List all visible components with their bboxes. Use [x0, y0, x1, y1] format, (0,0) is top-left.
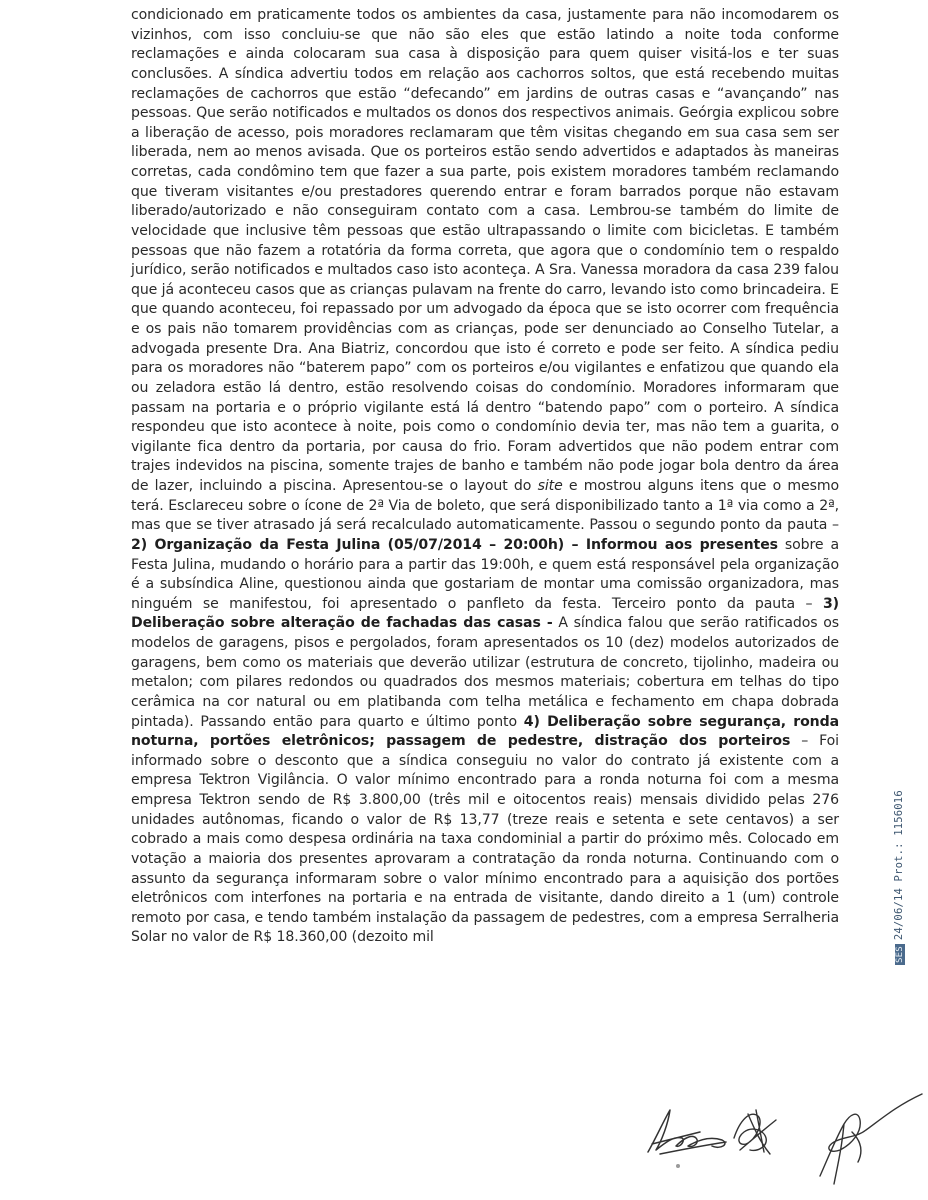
agenda-item-heading: 2) Organização da Festa Julina (05/07/2014 – 20:00h) – Informou aos presentes — [131, 536, 778, 553]
agenda-item-heading: 3) Deliberação sobre alteração de fachadas das casas - — [131, 595, 839, 632]
text-segment: e mostrou alguns itens que o mesmo terá. Esclareceu sobre o ícone de 2ª Via de boleto, que será disponibilizado tanto a 1ª via como a 2ª, mas que se tiver atrasado já será recalculado automaticamente. Passou o segundo ponto da pauta – — [131, 478, 840, 534]
protocol-stamp — [893, 790, 905, 965]
ink-dot — [676, 1164, 680, 1168]
signature-2 — [734, 1110, 776, 1154]
text-segment: sobre a Festa Julina, mudando o horário para a partir das 19:00h, e quem está responsável pela organização é a subsíndica Aline, questionou ainda que gostariam de montar uma comissão organizadora, mas ninguém se manifestou, foi apresentado o panfleto da festa. Terceiro ponto da pauta – — [131, 536, 839, 612]
text-segment: condicionado em praticamente todos os ambientes da casa, justamente para não incomodarem os vizinhos, com isso concluiu-se que não são eles que estão latindo a noite toda conforme reclamações e ainda colocaram sua casa à disposição para quem quiser visitá-los e ter suas conclusões. A síndica advertiu todos em relação aos cachorros soltos, que está recebendo muitas reclamações de cachorros que estão “defecando” em jardins de outras casas e “avançando” nas pessoas. Que serão notificados e multados os donos dos respectivos animais. Geórgia explicou sobre a liberação de acesso, pois moradores reclamaram que têm visitas chegando em sua casa sem ser liberada, nem ao menos avisada. Que os porteiros estão sendo advertidos e adaptados às maneiras corretas, cada condômino tem que fazer a sua parte, pois existem moradores também reclamando que tiveram visitantes e/ou prestadores querendo entrar e foram barrados porque não estavam liberado/autorizado e não conseguiram contato com a casa. Lembrou-se também do limite de velocidade que inclusive têm pessoas que estão ultrapassando o limite com bicicletas. E também pessoas que não fazem a rotatória da forma correta, que agora que o condomínio tem o respaldo jurídico, serão notificados e multados caso isto aconteça. A Sra. Vanessa moradora da casa 239 falou que já aconteceu casos que as crianças pulavam na frente do carro, levando isto como brincadeira. E que quando aconteceu, foi repassado por um advogado da época que se isto ocorrer com frequência e os pais não tomarem providências com as crianças, pode ser denunciado ao Conselho Tutelar, a advogada presente Dra. Ana Biatriz, concordou que isto é correto e pode ser feito. A síndica pediu para os moradores não “baterem papo” com os porteiros e/ou vigilantes e enfatizou que quando ela ou zeladora estão lá dentro, estão resolvendo coisas do condomínio. Moradores informaram que passam na portaria e o próprio vigilante está lá dentro “batendo papo” com o porteiro. A síndica respondeu que isto acontece à noite, pois como o condomínio devia ter, mas não tem a guarita, o vigilante fica dentro da portaria, por causa do frio. Foram advertidos que não podem entrar com trajes indevidos na piscina, somente trajes de banho e também não pode jogar bola dentro da área de lazer, incluindo a piscina. Apresentou-se o layout do — [131, 7, 839, 494]
stamp-text: 24/06/14 Prot.: 1156016 — [893, 790, 905, 941]
stamp-logo: SES — [895, 946, 905, 963]
document-body — [131, 6, 839, 948]
signatures-area — [630, 1080, 928, 1200]
signature-1 — [648, 1110, 726, 1154]
minutes-paragraph — [131, 6, 839, 948]
signature-3 — [820, 1094, 922, 1184]
text-segment: A síndica falou que serão ratificados os modelos de garagens, pisos e pergolados, foram apresentados os 10 (dez) modelos autorizados de garagens, bem como os materiais que deverão utilizar (estrutura de concreto, tijolinho, madeira ou metalon; com pilares redondos ou quadrados dos mesmos materiais; cobertura em telhas do tipo cerâmica na cor natural ou em platibanda com telha metálica e fechamento em chapa dobrada pintada). Passando então para quarto e último ponto — [131, 615, 839, 730]
agenda-item-heading: 4) Deliberação sobre segurança, ronda noturna, portões eletrônicos; passagem de pedestre, distração dos porteiros — [131, 713, 840, 750]
text-segment: – Foi informado sobre o desconto que a síndica conseguiu no valor do contrato já existente com a empresa Tektron Vigilância. O valor mínimo encontrado para a ronda noturna foi com a mesma empresa Tektron sendo de R$ 3.800,00 (três mil e oitocentos reais) mensais dividido pelas 276 unidades autônomas, ficando o valor de R$ 13,77 (treze reais e setenta e sete centavos) a ser cobrado a mais como despesa ordinária na taxa condominial a partir do próximo mês. Colocado em votação a maioria dos presentes aprovaram a contratação da ronda noturna. Continuando com o assunto da segurança informaram sobre o valor mínimo encontrado para a aquisição dos portões eletrônicos com interfones na portaria e na entrada de visitante, dando direito a 1 (um) controle remoto por casa, e tendo também instalação da passagem de pedestres, com a empresa Serralheria Solar no valor de R$ 18.360,00 (dezoito mil — [131, 733, 839, 946]
italic-term: site — [537, 478, 563, 494]
